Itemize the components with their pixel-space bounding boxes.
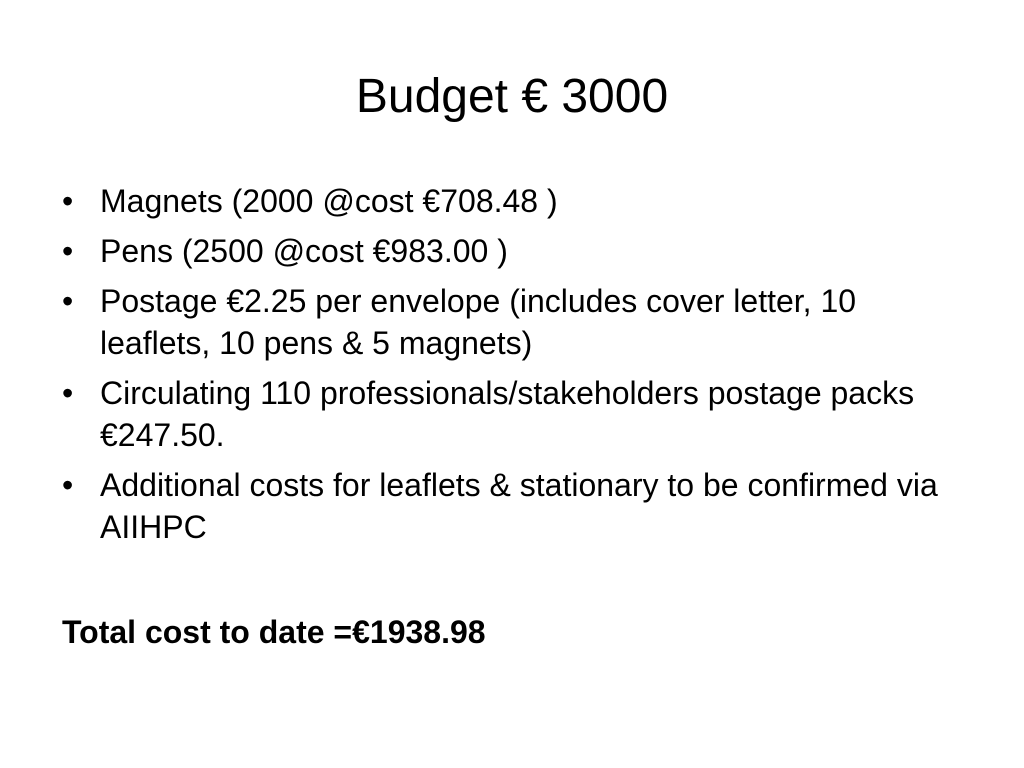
bullet-text: Circulating 110 professionals/stakeholders postage packs €247.50.	[100, 375, 915, 453]
bullet-list	[62, 180, 972, 556]
bullet-item-postage	[62, 280, 972, 364]
bullet-icon: •	[62, 183, 74, 219]
bullet-icon: •	[62, 375, 74, 411]
slide-title: Budget € 3000	[355, 70, 669, 123]
bullet-text: Additional costs for leaflets & stationary to be confirmed via AIIHPC	[100, 467, 938, 545]
bullet-icon: •	[62, 467, 74, 503]
total-cost: Total cost to date =€1938.98	[62, 614, 486, 650]
bullet-item-pens	[62, 230, 972, 272]
bullet-icon: •	[62, 233, 74, 269]
bullet-item-additional-costs	[62, 464, 972, 548]
bullet-item-circulating	[62, 372, 972, 456]
bullet-text: Postage €2.25 per envelope (includes cover letter, 10 leaflets, 10 pens & 5 magnets)	[100, 283, 857, 361]
bullet-text: Pens (2500 @cost €983.00 )	[100, 233, 508, 269]
bullet-item-magnets	[62, 180, 972, 222]
bullet-icon: •	[62, 283, 74, 319]
bullet-text: Magnets (2000 @cost €708.48 )	[100, 183, 558, 219]
